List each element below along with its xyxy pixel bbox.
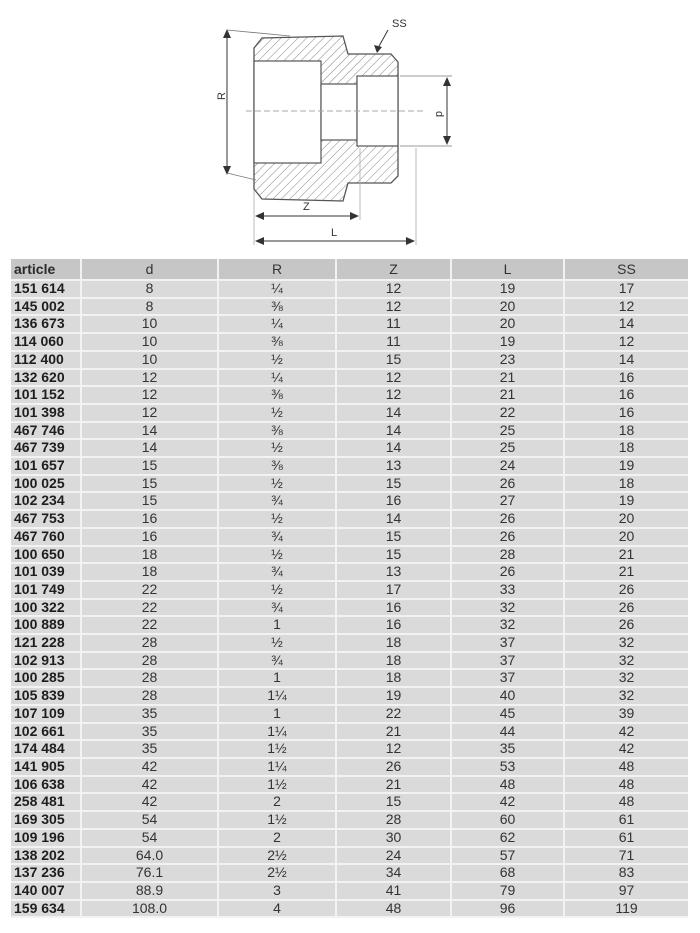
cell-SS: 71 bbox=[564, 847, 688, 865]
cell-R: ¾ bbox=[218, 528, 336, 546]
cell-article: 467 746 bbox=[11, 422, 81, 440]
cell-L: 68 bbox=[451, 864, 564, 882]
cell-SS: 12 bbox=[564, 333, 688, 351]
cell-d: 42 bbox=[81, 776, 218, 794]
cell-R: 2 bbox=[218, 793, 336, 811]
cell-Z: 14 bbox=[336, 404, 451, 422]
cell-Z: 16 bbox=[336, 599, 451, 617]
cell-Z: 30 bbox=[336, 829, 451, 847]
cell-article: 151 614 bbox=[11, 280, 81, 298]
cell-Z: 18 bbox=[336, 669, 451, 687]
fitting-body bbox=[254, 36, 398, 201]
cell-Z: 12 bbox=[336, 298, 451, 316]
reducer-diagram bbox=[200, 0, 480, 255]
cell-d: 12 bbox=[81, 386, 218, 404]
cell-article: 100 322 bbox=[11, 599, 81, 617]
table-row bbox=[11, 776, 688, 794]
cell-article: 145 002 bbox=[11, 298, 81, 316]
cell-R: 1¼ bbox=[218, 723, 336, 741]
cell-R: ¼ bbox=[218, 315, 336, 333]
cell-SS: 21 bbox=[564, 563, 688, 581]
cell-L: 96 bbox=[451, 900, 564, 918]
cell-R: ⅜ bbox=[218, 457, 336, 475]
cell-SS: 18 bbox=[564, 475, 688, 493]
cell-d: 54 bbox=[81, 811, 218, 829]
cell-article: 100 025 bbox=[11, 475, 81, 493]
cell-R: ¼ bbox=[218, 369, 336, 387]
cell-article: 101 749 bbox=[11, 581, 81, 599]
cell-article: 101 657 bbox=[11, 457, 81, 475]
cell-Z: 24 bbox=[336, 847, 451, 865]
cell-Z: 41 bbox=[336, 882, 451, 900]
table-row bbox=[11, 404, 688, 422]
fitting-cross-section-drawing bbox=[200, 0, 480, 255]
cell-article: 114 060 bbox=[11, 333, 81, 351]
cell-article: 467 760 bbox=[11, 528, 81, 546]
header-article: article bbox=[11, 259, 81, 280]
table-row bbox=[11, 510, 688, 528]
cell-L: 20 bbox=[451, 315, 564, 333]
cell-Z: 12 bbox=[336, 386, 451, 404]
cell-article: 106 638 bbox=[11, 776, 81, 794]
cell-d: 10 bbox=[81, 315, 218, 333]
cell-d: 8 bbox=[81, 280, 218, 298]
cell-SS: 61 bbox=[564, 811, 688, 829]
cell-L: 32 bbox=[451, 616, 564, 634]
cell-SS: 20 bbox=[564, 528, 688, 546]
cell-d: 16 bbox=[81, 510, 218, 528]
header-L: L bbox=[451, 259, 564, 280]
cell-SS: 32 bbox=[564, 652, 688, 670]
cell-R: ¾ bbox=[218, 492, 336, 510]
cell-d: 16 bbox=[81, 528, 218, 546]
cell-Z: 28 bbox=[336, 811, 451, 829]
cell-article: 101 039 bbox=[11, 563, 81, 581]
cell-L: 35 bbox=[451, 740, 564, 758]
cell-R: ⅜ bbox=[218, 333, 336, 351]
cell-R: ½ bbox=[218, 634, 336, 652]
cell-SS: 16 bbox=[564, 404, 688, 422]
cell-SS: 18 bbox=[564, 422, 688, 440]
cell-Z: 15 bbox=[336, 475, 451, 493]
table-row bbox=[11, 723, 688, 741]
cell-article: 102 661 bbox=[11, 723, 81, 741]
cell-SS: 48 bbox=[564, 776, 688, 794]
cell-L: 42 bbox=[451, 793, 564, 811]
cell-article: 159 634 bbox=[11, 900, 81, 918]
cell-d: 8 bbox=[81, 298, 218, 316]
table-row bbox=[11, 563, 688, 581]
cell-R: ½ bbox=[218, 581, 336, 599]
cell-R: ⅜ bbox=[218, 298, 336, 316]
cell-Z: 21 bbox=[336, 776, 451, 794]
cell-article: 121 228 bbox=[11, 634, 81, 652]
header-d: d bbox=[81, 259, 218, 280]
table-row bbox=[11, 546, 688, 564]
cell-d: 28 bbox=[81, 687, 218, 705]
cell-L: 25 bbox=[451, 439, 564, 457]
table-row bbox=[11, 422, 688, 440]
cell-R: ¾ bbox=[218, 599, 336, 617]
cell-R: ½ bbox=[218, 404, 336, 422]
table-row bbox=[11, 457, 688, 475]
table-row bbox=[11, 705, 688, 723]
cell-SS: 32 bbox=[564, 634, 688, 652]
cell-L: 37 bbox=[451, 634, 564, 652]
cell-SS: 17 bbox=[564, 280, 688, 298]
cell-article: 141 905 bbox=[11, 758, 81, 776]
cell-d: 22 bbox=[81, 581, 218, 599]
cell-article: 102 234 bbox=[11, 492, 81, 510]
cell-article: 100 889 bbox=[11, 616, 81, 634]
cell-L: 40 bbox=[451, 687, 564, 705]
cell-L: 25 bbox=[451, 422, 564, 440]
table-row bbox=[11, 528, 688, 546]
cell-d: 15 bbox=[81, 475, 218, 493]
cell-article: 174 484 bbox=[11, 740, 81, 758]
cell-R: 1 bbox=[218, 669, 336, 687]
cell-Z: 22 bbox=[336, 705, 451, 723]
cell-R: ⅜ bbox=[218, 422, 336, 440]
cell-L: 22 bbox=[451, 404, 564, 422]
cell-article: 467 753 bbox=[11, 510, 81, 528]
cell-R: 1½ bbox=[218, 740, 336, 758]
cell-article: 258 481 bbox=[11, 793, 81, 811]
table-row bbox=[11, 581, 688, 599]
cell-d: 12 bbox=[81, 404, 218, 422]
cell-d: 22 bbox=[81, 616, 218, 634]
cell-SS: 32 bbox=[564, 687, 688, 705]
cell-Z: 15 bbox=[336, 528, 451, 546]
cell-d: 35 bbox=[81, 723, 218, 741]
dimension-SS bbox=[374, 18, 407, 53]
cell-L: 48 bbox=[451, 776, 564, 794]
dimension-d bbox=[400, 76, 452, 146]
cell-article: 169 305 bbox=[11, 811, 81, 829]
cell-SS: 48 bbox=[564, 758, 688, 776]
cell-d: 12 bbox=[81, 369, 218, 387]
cell-R: ½ bbox=[218, 510, 336, 528]
cell-R: 1½ bbox=[218, 776, 336, 794]
cell-article: 132 620 bbox=[11, 369, 81, 387]
cell-d: 76.1 bbox=[81, 864, 218, 882]
cell-R: 1½ bbox=[218, 811, 336, 829]
cell-article: 100 650 bbox=[11, 546, 81, 564]
cell-Z: 15 bbox=[336, 793, 451, 811]
table-row bbox=[11, 900, 688, 918]
cell-R: 2 bbox=[218, 829, 336, 847]
cell-d: 18 bbox=[81, 563, 218, 581]
cell-Z: 19 bbox=[336, 687, 451, 705]
cell-L: 60 bbox=[451, 811, 564, 829]
cell-L: 44 bbox=[451, 723, 564, 741]
cell-Z: 13 bbox=[336, 563, 451, 581]
table-row bbox=[11, 652, 688, 670]
table-row bbox=[11, 793, 688, 811]
cell-Z: 16 bbox=[336, 492, 451, 510]
cell-L: 24 bbox=[451, 457, 564, 475]
table-row bbox=[11, 315, 688, 333]
cell-L: 45 bbox=[451, 705, 564, 723]
cell-L: 37 bbox=[451, 669, 564, 687]
cell-L: 79 bbox=[451, 882, 564, 900]
dimension-d-label: d bbox=[433, 111, 445, 118]
cell-d: 15 bbox=[81, 457, 218, 475]
cell-SS: 19 bbox=[564, 457, 688, 475]
table-row bbox=[11, 351, 688, 369]
cell-d: 14 bbox=[81, 439, 218, 457]
cell-L: 19 bbox=[451, 280, 564, 298]
cell-L: 19 bbox=[451, 333, 564, 351]
cell-L: 62 bbox=[451, 829, 564, 847]
cell-Z: 11 bbox=[336, 315, 451, 333]
header-SS: SS bbox=[564, 259, 688, 280]
cell-Z: 15 bbox=[336, 546, 451, 564]
table-row bbox=[11, 740, 688, 758]
cell-article: 100 285 bbox=[11, 669, 81, 687]
dimension-L-label: L bbox=[331, 227, 338, 239]
cell-Z: 48 bbox=[336, 900, 451, 918]
table-row bbox=[11, 369, 688, 387]
cell-L: 20 bbox=[451, 298, 564, 316]
cell-R: ¼ bbox=[218, 280, 336, 298]
table-row bbox=[11, 386, 688, 404]
dimensions-table bbox=[11, 259, 688, 918]
cell-article: 107 109 bbox=[11, 705, 81, 723]
cell-article: 101 398 bbox=[11, 404, 81, 422]
cell-L: 53 bbox=[451, 758, 564, 776]
cell-d: 10 bbox=[81, 333, 218, 351]
table-row bbox=[11, 882, 688, 900]
cell-article: 138 202 bbox=[11, 847, 81, 865]
table-row bbox=[11, 439, 688, 457]
cell-d: 88.9 bbox=[81, 882, 218, 900]
cell-d: 28 bbox=[81, 634, 218, 652]
cell-R: ½ bbox=[218, 475, 336, 493]
cell-Z: 12 bbox=[336, 369, 451, 387]
dimension-Z-label: Z bbox=[303, 201, 310, 213]
cell-SS: 21 bbox=[564, 546, 688, 564]
cell-d: 15 bbox=[81, 492, 218, 510]
cell-SS: 12 bbox=[564, 298, 688, 316]
cell-R: ½ bbox=[218, 546, 336, 564]
table-row bbox=[11, 687, 688, 705]
cell-Z: 14 bbox=[336, 422, 451, 440]
cell-SS: 26 bbox=[564, 581, 688, 599]
cell-d: 108.0 bbox=[81, 900, 218, 918]
cell-d: 18 bbox=[81, 546, 218, 564]
cell-article: 102 913 bbox=[11, 652, 81, 670]
cell-d: 22 bbox=[81, 599, 218, 617]
cell-SS: 26 bbox=[564, 616, 688, 634]
table-row bbox=[11, 811, 688, 829]
table-row bbox=[11, 475, 688, 493]
cell-L: 26 bbox=[451, 563, 564, 581]
cell-L: 27 bbox=[451, 492, 564, 510]
cell-L: 26 bbox=[451, 475, 564, 493]
cell-SS: 32 bbox=[564, 669, 688, 687]
table-body bbox=[11, 280, 688, 917]
cell-R: 1 bbox=[218, 705, 336, 723]
table-header-row bbox=[11, 259, 688, 280]
cell-Z: 14 bbox=[336, 439, 451, 457]
cell-article: 109 196 bbox=[11, 829, 81, 847]
cell-R: 2½ bbox=[218, 847, 336, 865]
table-row bbox=[11, 616, 688, 634]
cell-d: 42 bbox=[81, 758, 218, 776]
cell-d: 35 bbox=[81, 705, 218, 723]
table-row bbox=[11, 669, 688, 687]
cell-SS: 42 bbox=[564, 723, 688, 741]
cell-L: 57 bbox=[451, 847, 564, 865]
cell-SS: 42 bbox=[564, 740, 688, 758]
cell-R: 3 bbox=[218, 882, 336, 900]
cell-d: 54 bbox=[81, 829, 218, 847]
cell-article: 137 236 bbox=[11, 864, 81, 882]
cell-SS: 61 bbox=[564, 829, 688, 847]
cell-L: 21 bbox=[451, 369, 564, 387]
table-row bbox=[11, 864, 688, 882]
cell-R: 2½ bbox=[218, 864, 336, 882]
cell-Z: 18 bbox=[336, 634, 451, 652]
cell-L: 28 bbox=[451, 546, 564, 564]
cell-L: 26 bbox=[451, 528, 564, 546]
cell-d: 14 bbox=[81, 422, 218, 440]
cell-SS: 97 bbox=[564, 882, 688, 900]
cell-SS: 48 bbox=[564, 793, 688, 811]
cell-SS: 14 bbox=[564, 351, 688, 369]
cell-SS: 16 bbox=[564, 369, 688, 387]
cell-Z: 34 bbox=[336, 864, 451, 882]
table-row bbox=[11, 847, 688, 865]
cell-Z: 26 bbox=[336, 758, 451, 776]
table-row bbox=[11, 829, 688, 847]
cell-article: 105 839 bbox=[11, 687, 81, 705]
cell-Z: 13 bbox=[336, 457, 451, 475]
cell-Z: 21 bbox=[336, 723, 451, 741]
cell-Z: 17 bbox=[336, 581, 451, 599]
cell-article: 467 739 bbox=[11, 439, 81, 457]
cell-article: 112 400 bbox=[11, 351, 81, 369]
cell-R: ½ bbox=[218, 351, 336, 369]
cell-SS: 18 bbox=[564, 439, 688, 457]
cell-d: 35 bbox=[81, 740, 218, 758]
cell-R: ⅜ bbox=[218, 386, 336, 404]
cell-SS: 119 bbox=[564, 900, 688, 918]
table-row bbox=[11, 758, 688, 776]
cell-R: 4 bbox=[218, 900, 336, 918]
cell-L: 33 bbox=[451, 581, 564, 599]
cell-Z: 16 bbox=[336, 616, 451, 634]
cell-SS: 19 bbox=[564, 492, 688, 510]
cell-L: 26 bbox=[451, 510, 564, 528]
table-row bbox=[11, 634, 688, 652]
cell-R: 1¼ bbox=[218, 687, 336, 705]
cell-Z: 14 bbox=[336, 510, 451, 528]
cell-Z: 15 bbox=[336, 351, 451, 369]
cell-article: 140 007 bbox=[11, 882, 81, 900]
cell-article: 136 673 bbox=[11, 315, 81, 333]
cell-R: ¾ bbox=[218, 652, 336, 670]
cell-L: 37 bbox=[451, 652, 564, 670]
cell-R: ¾ bbox=[218, 563, 336, 581]
cell-article: 101 152 bbox=[11, 386, 81, 404]
cell-Z: 18 bbox=[336, 652, 451, 670]
cell-d: 42 bbox=[81, 793, 218, 811]
table-row bbox=[11, 333, 688, 351]
table-row bbox=[11, 298, 688, 316]
cell-SS: 26 bbox=[564, 599, 688, 617]
cell-R: 1 bbox=[218, 616, 336, 634]
header-R: R bbox=[218, 259, 336, 280]
cell-SS: 20 bbox=[564, 510, 688, 528]
cell-R: 1¼ bbox=[218, 758, 336, 776]
cell-Z: 11 bbox=[336, 333, 451, 351]
cell-d: 28 bbox=[81, 669, 218, 687]
cell-Z: 12 bbox=[336, 280, 451, 298]
cell-R: ½ bbox=[218, 439, 336, 457]
cell-L: 32 bbox=[451, 599, 564, 617]
cell-SS: 16 bbox=[564, 386, 688, 404]
table-row bbox=[11, 280, 688, 298]
cell-L: 21 bbox=[451, 386, 564, 404]
cell-L: 23 bbox=[451, 351, 564, 369]
cell-SS: 83 bbox=[564, 864, 688, 882]
cell-d: 64.0 bbox=[81, 847, 218, 865]
cell-SS: 14 bbox=[564, 315, 688, 333]
dimension-R-label: R bbox=[216, 92, 228, 100]
dimension-SS-label: SS bbox=[392, 18, 407, 30]
table-row bbox=[11, 492, 688, 510]
table-row bbox=[11, 599, 688, 617]
cell-SS: 39 bbox=[564, 705, 688, 723]
header-Z: Z bbox=[336, 259, 451, 280]
cell-d: 28 bbox=[81, 652, 218, 670]
cell-Z: 12 bbox=[336, 740, 451, 758]
cell-d: 10 bbox=[81, 351, 218, 369]
